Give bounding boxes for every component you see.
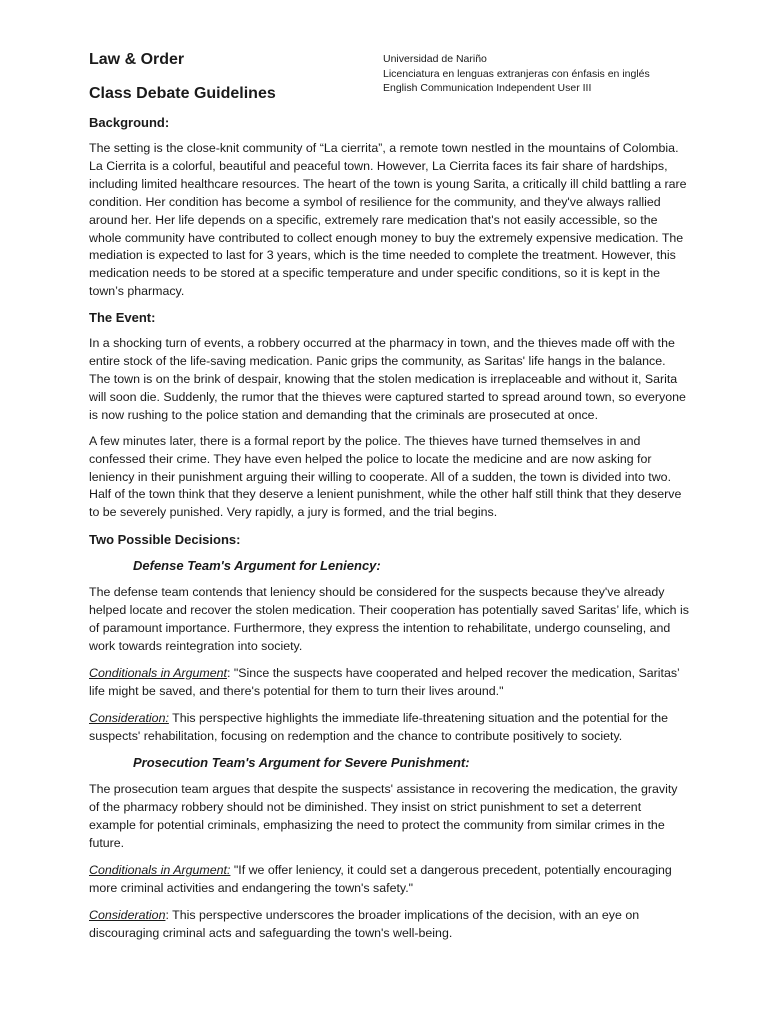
event-paragraph-2: A few minutes later, there is a formal report by the police. The thieves have turned themselves in and confessed their crime. They have even helped the police to locate the medicine and are now asking for leniency in their punishment arguing their willing to cooperate. All of a sudden, the town is divided into two. Half of the town think that they deserve a lenient punishment, while the other half still think that they deserve to be severely punished. Very rapidly, a jury is formed, and the trial begins. [89, 433, 682, 520]
defense-consideration [89, 710, 689, 746]
prosecution-conditionals-label: Conditionals in Argument: [89, 863, 231, 878]
institution-line: English Communication Independent User III [383, 82, 592, 94]
background-heading: Background: [89, 115, 170, 130]
defense-consideration-label: Consideration: [89, 710, 169, 725]
defense-conditionals [89, 665, 689, 701]
defense-paragraph: The defense team contends that leniency should be considered for the suspects because they've already helped locate and recover the stolen medication. Their cooperation has potentially saved Saritas’ life, which is of paramount importance. Furthermore, they express the intention to rehabilitate, undergo counseling, and work towards reintegration into society. [89, 585, 689, 653]
background-paragraph: The setting is the close-knit community of “La cierrita”, a remote town nestled in the mountains of Colombia. La Cierrita is a colorful, beautiful and peaceful town. However, La Cierrita faces its fair share of hardships, including limited healthcare resources. The heart of the town is young Sarita, a critically ill child battling a rare condition. Her condition has become a symbol of resilience for the community, and they've always rallied around her. Her life depends on a specific, extremely rare medication that's not easily accessible, so the whole community have contributed to collect enough money to buy the extremely expensive medication. The mediation is expected to last for 3 years, which is the time needed to complete the treatment. However, this medication needs to be stored at a specific temperature and under specific conditions, so it is kept in the town’s pharmacy. [89, 141, 687, 299]
prosecution-consideration-text: : This perspective underscores the broader implications of the decision, with an eye on discouraging criminal acts and safeguarding the town's well-being. [89, 907, 640, 940]
institution-line: Universidad de Nariño [383, 53, 487, 65]
defense-conditionals-label: Conditionals in Argument [89, 665, 227, 680]
decisions-heading: Two Possible Decisions: [89, 532, 241, 548]
institution-line: Licenciatura en lenguas extranjeras con énfasis en inglés [383, 67, 650, 80]
prosecution-consideration [89, 907, 689, 943]
event-paragraph-1: In a shocking turn of events, a robbery occurred at the pharmacy in town, and the thieves made off with the entire stock of the life-saving medication. Panic grips the community, as Saritas' life hangs in the balance. The town is on the brink of despair, knowing that the stolen medication is irreplaceable and without it, Sarita will soon die. Suddenly, the rumor that the thieves were captured started to spread around town, so everyone is now rushing to the police station and demanding that the criminals are prosecuted at once. [89, 336, 686, 422]
document-subtitle: Class Debate Guidelines [89, 85, 276, 102]
prosecution-conditionals [89, 862, 689, 898]
defense-consideration-text: This perspective highlights the immediate life-threatening situation and the potential for the suspects' rehabilitation, focusing on redemption and the chance to contribute positively to society. [89, 710, 669, 743]
prosecution-consideration-label: Consideration [89, 907, 166, 922]
prosecution-conditionals-text: "If we offer leniency, it could set a dangerous precedent, potentially encouraging more criminal activities and endangering the town's safety." [89, 863, 672, 895]
event-heading: The Event: [89, 310, 156, 326]
prosecution-paragraph: The prosecution team argues that despite the suspects' assistance in recovering the medication, the gravity of the pharmacy robbery should not be diminished. They insist on strict punishment to set a deterrent example for potential criminals, emphasizing the need to protect the community from similar crimes in the future. [89, 782, 678, 851]
document-title: Law & Order [89, 51, 185, 68]
prosecution-heading: Prosecution Team's Argument for Severe Punishment: [133, 755, 470, 771]
defense-heading: Defense Team's Argument for Leniency: [133, 558, 381, 574]
defense-conditionals-text: : "Since the suspects have cooperated and helped recover the medication, Saritas’ life might be saved, and there's potential for them to turn their lives around." [89, 665, 680, 698]
institution-block [383, 52, 650, 96]
document-page [89, 46, 689, 943]
document-header [89, 46, 689, 112]
